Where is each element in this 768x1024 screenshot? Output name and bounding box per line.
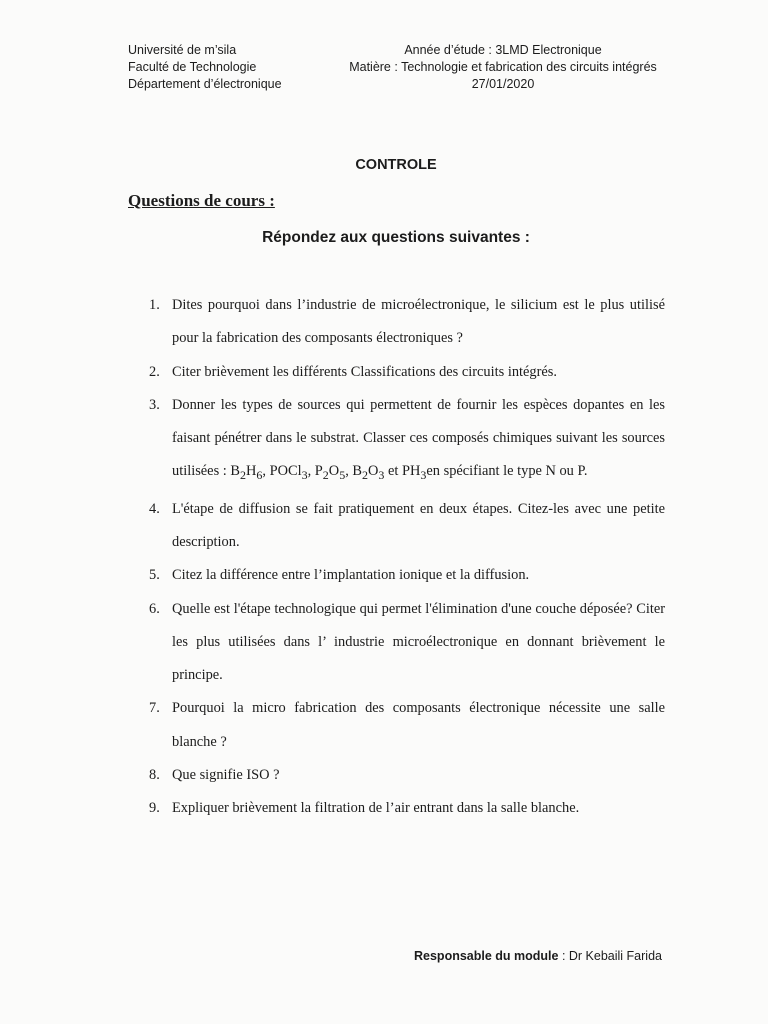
question-item xyxy=(143,559,665,592)
question-text: Quelle est l'étape technologique qui permet l'élimination d'une couche déposée? Citer les plus utilisées dans l’ industrie microélectronique en donnant brièvement le principe. xyxy=(172,600,665,684)
course-header xyxy=(338,42,668,93)
question-number: 3. xyxy=(149,396,160,413)
question-number: 2. xyxy=(149,363,160,380)
question-number: 7. xyxy=(149,700,160,717)
question-item xyxy=(143,692,665,759)
question-number: 4. xyxy=(149,500,160,517)
question-list xyxy=(143,289,665,826)
study-year: Année d’étude : 3LMD Electronique xyxy=(404,43,602,57)
formula-pocl3: POCl$_3$ xyxy=(269,463,308,483)
question-number: 1. xyxy=(149,297,160,313)
question-text: Citez la différence entre l’implantation ionique et la diffusion. xyxy=(172,567,530,584)
department-name: Département d’électronique xyxy=(128,77,282,91)
question-text: Pourquoi la micro fabrication des composants électronique nécessite une salle blanche ? xyxy=(172,700,665,750)
question-text: L'étape de diffusion se fait pratiquement en deux étapes. Citez-les avec une petite description. xyxy=(172,500,665,550)
subject: Matière : Technologie et fabrication des circuits intégrés xyxy=(349,60,657,74)
question-item xyxy=(143,593,665,693)
question-item xyxy=(143,356,665,389)
formula-ph3: $PH_3$ xyxy=(402,463,427,483)
formula-b2o3: $B_2O_3$ xyxy=(352,463,385,483)
question-item xyxy=(143,792,665,825)
question-text: Donner les types de sources qui permettent de fournir les espèces dopantes en les faisant pénétrer dans le substrat. Classer ces composés chimiques suivant les sources utilisées : $B_2H_6$, POCl$_3$, $P_2O_5$, $B_2O_3$ et $PH_3en$ spécifiant le type N ou P. xyxy=(172,396,665,483)
question-item xyxy=(143,493,665,560)
question-number: 6. xyxy=(149,600,160,617)
question-text: Dites pourquoi dans l’industrie de microélectronique, le silicium est le plus utilisé pour la fabrication des composants électroniques ? xyxy=(172,297,665,347)
university-name: Université de m’sila xyxy=(128,43,237,57)
module-responsible xyxy=(414,949,662,963)
question-number: 5. xyxy=(149,567,160,584)
institution-header xyxy=(128,42,282,93)
responsible-name: : Dr Kebaili Farida xyxy=(558,949,662,963)
responsible-label: Responsable du module xyxy=(414,949,559,963)
question-text-part: en spécifiant le type N ou P. xyxy=(426,463,588,480)
instruction-text: Répondez aux questions suivantes : xyxy=(262,229,530,246)
section-heading: Questions de cours : xyxy=(128,191,275,210)
formula-b2h6: $B_2H_6$ xyxy=(230,463,263,483)
question-text: Citer brièvement les différents Classifications des circuits intégrés. xyxy=(172,363,557,380)
faculty-name: Faculté de Technologie xyxy=(128,60,257,74)
question-number: 8. xyxy=(149,767,160,784)
question-item xyxy=(143,389,665,493)
question-text: Expliquer brièvement la filtration de l’air entrant dans la salle blanche. xyxy=(172,800,580,817)
question-item xyxy=(143,759,665,792)
question-text: Que signifie ISO ? xyxy=(172,767,280,784)
question-item xyxy=(143,289,665,356)
exam-date: 27/01/2020 xyxy=(471,77,535,91)
question-text-part: Donner les types de sources qui permettent de fournir les espèces dopantes en les faisant pénétrer dans le substrat. Classer ces composés chimiques suivant les sources utilisées : xyxy=(172,396,665,480)
document-title: CONTROLE xyxy=(355,157,437,173)
formula-p2o5: $P_2O_5$ xyxy=(314,463,346,483)
question-number: 9. xyxy=(149,800,160,817)
